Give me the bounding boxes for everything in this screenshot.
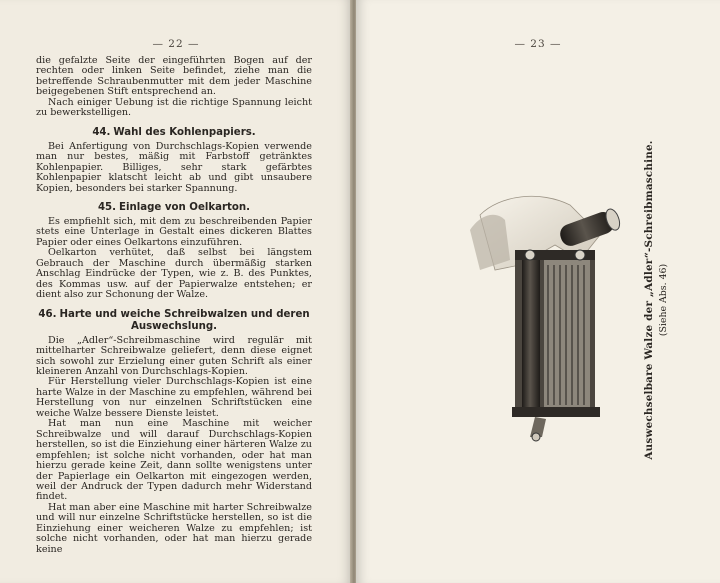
intro-paragraph: die gefalzte Seite der eingeführten Bogen auf der rechten oder linken Seite befindet, ziehe man die betreffende Schraubenmutter mit dem jeder Maschine beigegebenen Stift entsprechend an. — [36, 55, 312, 98]
section-45-paragraph-1: Es empfiehlt sich, mit dem zu beschreibenden Papier stets eine Unterlage in Gestalt eines dickeren Blattes Papier oder eines Oelkartons einzuführen. — [36, 215, 312, 248]
caption-sub: (Siehe Abs. 46) — [658, 263, 669, 337]
section-44-paragraph: Bei Anfertigung von Durchschlags-Kopien verwende man nur bestes, mäßig mit Farbstoff getränktes Kohlenpapier. Billiges, sehr stark gefärbtes Kohlenpapier klatscht leicht ab und gibt unsaubere Kopien, besonders bei starker Spannung. — [36, 140, 312, 194]
section-heading-44 — [36, 127, 312, 139]
caption-rotated-block — [643, 140, 669, 459]
photo-caption — [636, 140, 676, 460]
section-title: Einlage von Oelkarton. — [119, 201, 251, 213]
intro-paragraph-2: Nach einiger Uebung ist die richtige Spannung leicht zu bewerkstelligen. — [36, 96, 312, 119]
section-45-paragraph-2: Oelkarton verhütet, daß selbst bei längstem Gebrauch der Maschine durch übermäßig starken Anschlag Eindrücke der Typen, wie z. B. des Punktes, des Kommas usw. auf der Papierwalze entstehen; er dient also zur Schonung der Walze. — [36, 247, 312, 301]
section-46-paragraph-1: Die „Adler“-Schreibmaschine wird regulär mit mittelharter Schreibwalze geliefert, denn diese eignet sich sowohl zur Erzielung einer guten Schrift als einer kleineren Anzahl von Durchschlags-Kopien. — [36, 334, 312, 377]
section-number: 45. — [97, 201, 117, 213]
platen-photograph — [460, 175, 630, 445]
section-46-paragraph-3: Hat man nun eine Maschine mit weicher Schreibwalze und will darauf Durchschlags-Kopien herstellen, so ist die Einziehung einer härteren Walze zu empfehlen; ist solche nicht vorhanden, oder hat man hierzu gerade keine Zeit, dann sollte wenigstens unter der Papierlage ein Oelkarton mit eingezogen werden, weil der Andruck der Typen dadurch mehr Widerstand findet. — [36, 418, 312, 503]
section-46-paragraph-2: Für Herstellung vieler Durchschlags-Kopien ist eine harte Walze in der Maschine zu empfehlen, während bei Herstellung von nur einzelnen Schriftstücken eine weiche Walze bessere Dienste leistet. — [36, 376, 312, 419]
page-number-left: — 22 — — [152, 38, 200, 50]
carriage-mechanism — [512, 250, 600, 441]
section-heading-46 — [36, 309, 312, 333]
section-number: 44. — [92, 126, 111, 138]
section-title: Harte und weiche Schreibwalzen und deren Auswechslung. — [59, 308, 310, 332]
page-number-right: — 23 — — [514, 38, 562, 50]
caption-main: Auswechselbare Walze der „Adler“-Schreibmaschine. — [643, 140, 655, 460]
section-number: 46. — [38, 308, 57, 320]
left-page — [0, 0, 352, 583]
section-heading-45 — [36, 202, 312, 214]
section-title: Wahl des Kohlenpapiers. — [113, 126, 256, 138]
left-text-column — [36, 56, 312, 555]
section-46-paragraph-4: Hat man aber eine Maschine mit harter Schreibwalze und will nur einzelne Schriftstücke herstellen, so ist die Einziehung einer weicheren Walze zu empfehlen; ist solche nicht vorhanden, oder hat man hierzu gerade keine — [36, 501, 312, 555]
